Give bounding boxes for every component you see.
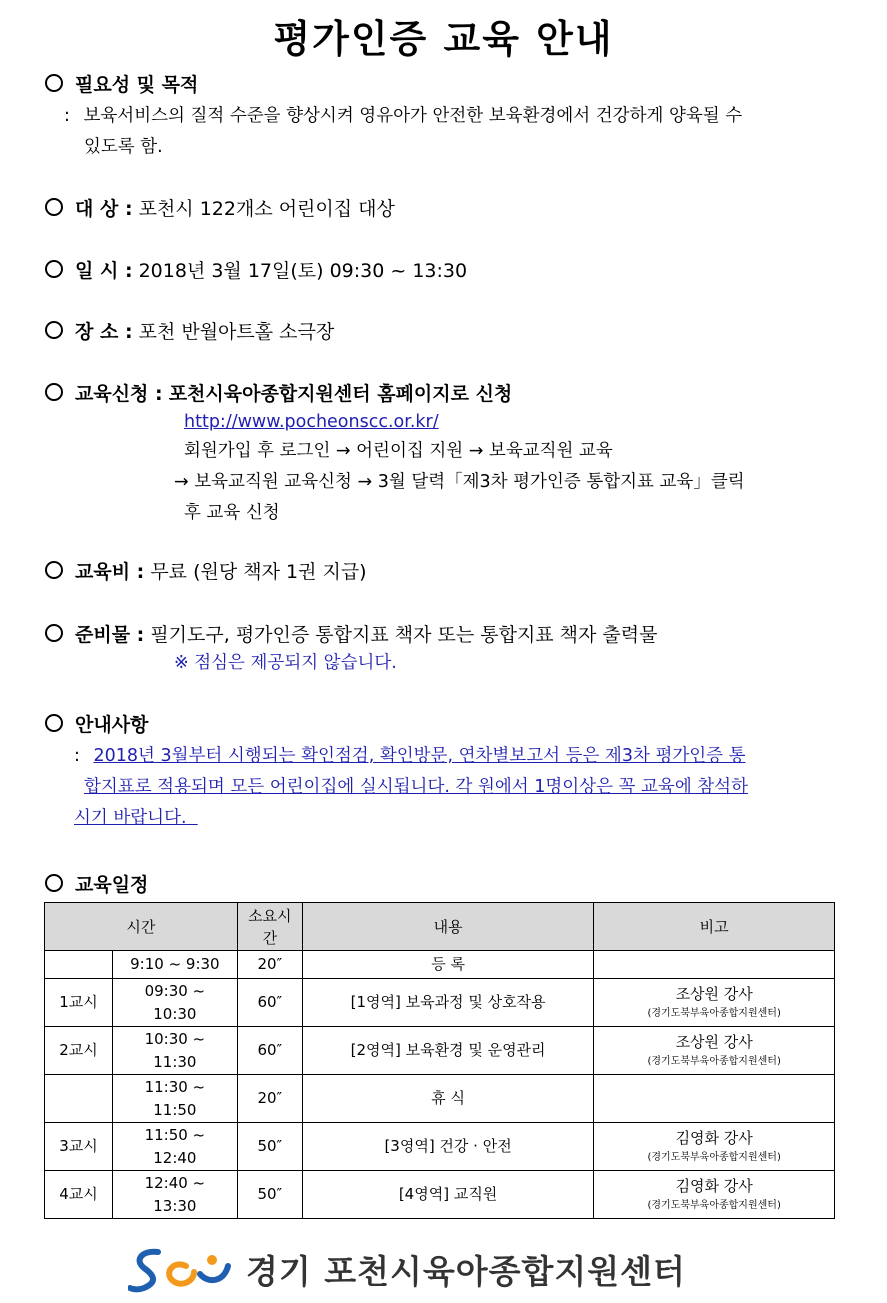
row-duration: 60″	[237, 1027, 302, 1075]
place-value: 포천 반월아트홀 소극장	[138, 321, 335, 343]
header-content: 내용	[302, 903, 594, 951]
circle-bullet-icon	[45, 198, 63, 216]
section-materials	[45, 620, 658, 647]
row-time: 9:10 ~ 9:30	[112, 951, 237, 979]
row-period: 4교시	[45, 1171, 113, 1219]
notice-text	[74, 741, 854, 834]
apply-step-3: 후 교육 신청	[184, 503, 280, 523]
row-content: [1영역] 보육과정 및 상호작용	[302, 979, 594, 1027]
lecturer-name: 조상원 강사	[675, 1033, 753, 1051]
fee-value: 무료 (원당 책자 1권 지급)	[150, 561, 367, 583]
row-duration: 60″	[237, 979, 302, 1027]
lecturer-org: (경기도북부육아종합지원센터)	[647, 1200, 781, 1211]
lecturer-name: 조상원 강사	[675, 985, 753, 1003]
datetime-value: 2018년 3월 17일(토) 09:30 ~ 13:30	[138, 260, 468, 282]
section-fee	[45, 557, 367, 584]
apply-value: 포천시육아종합지원센터 홈페이지로 신청	[168, 383, 513, 405]
row-time-text: 11:30 ~ 11:50	[144, 1077, 206, 1119]
header-note: 비고	[594, 903, 835, 951]
row-content: [2영역] 보육환경 및 운영관리	[302, 1027, 594, 1075]
lecturer-name: 김영화 강사	[675, 1177, 753, 1195]
section-schedule	[45, 870, 148, 897]
header-time: 시간	[45, 903, 238, 951]
row-duration: 50″	[237, 1171, 302, 1219]
row-period: 2교시	[45, 1027, 113, 1075]
apply-url-line	[184, 407, 439, 438]
section-purpose	[45, 70, 198, 97]
apply-label: 교육신청 :	[75, 383, 163, 405]
fee-label: 교육비 :	[75, 561, 145, 583]
row-period	[45, 1075, 113, 1123]
row-time	[112, 1123, 237, 1171]
row-note	[594, 951, 835, 979]
place-label: 장 소 :	[75, 321, 133, 343]
row-time	[112, 1075, 237, 1123]
datetime-label: 일 시 :	[75, 260, 133, 282]
row-period: 3교시	[45, 1123, 113, 1171]
circle-bullet-icon	[45, 383, 63, 401]
materials-value: 필기도구, 평가인증 통합지표 책자 또는 통합지표 책자 출력물	[150, 624, 658, 646]
circle-bullet-icon	[45, 260, 63, 278]
footer-org-name: 경기 포천시육아종합지원센터	[246, 1251, 686, 1291]
circle-bullet-icon	[45, 561, 63, 579]
purpose-text	[64, 101, 854, 163]
row-content: 휴 식	[302, 1075, 594, 1123]
lecturer-org: (경기도북부육아종합지원센터)	[647, 1152, 781, 1163]
row-period: 1교시	[45, 979, 113, 1027]
homepage-link[interactable]: http://www.pocheonscc.or.kr/	[184, 412, 439, 432]
row-duration: 20″	[237, 951, 302, 979]
row-note	[594, 1123, 835, 1171]
table-header-row	[45, 903, 835, 951]
table-row	[45, 951, 835, 979]
footer	[128, 1244, 686, 1294]
schedule-label: 교육일정	[75, 874, 149, 896]
schedule-table	[44, 902, 835, 1219]
row-content: [4영역] 교직원	[302, 1171, 594, 1219]
purpose-colon: :	[64, 106, 70, 126]
row-time	[112, 1027, 237, 1075]
lecturer-name: 김영화 강사	[675, 1129, 753, 1147]
center-logo-icon	[128, 1244, 238, 1294]
purpose-label: 필요성 및 목적	[75, 74, 199, 96]
header-duration-text: 소요시간	[248, 906, 292, 947]
table-row	[45, 1075, 835, 1123]
apply-step-1: 회원가입 후 로그인 → 어린이집 지원 → 보육교직원 교육	[184, 441, 613, 461]
table-row	[45, 1123, 835, 1171]
section-datetime	[45, 256, 467, 283]
section-apply	[45, 379, 512, 406]
row-note	[594, 1075, 835, 1123]
materials-label: 준비물 :	[75, 624, 145, 646]
circle-bullet-icon	[45, 74, 63, 92]
row-time	[112, 1171, 237, 1219]
row-duration: 20″	[237, 1075, 302, 1123]
row-note	[594, 1027, 835, 1075]
notice-line-1: 2018년 3월부터 시행되는 확인점검, 확인방문, 연차별보고서 등은 제3차 평가인증 통	[93, 746, 746, 766]
page-title: 평가인증 교육 안내	[273, 17, 614, 61]
section-place	[45, 317, 334, 344]
circle-bullet-icon	[45, 714, 63, 732]
row-time-text: 12:40 ~ 13:30	[144, 1173, 206, 1215]
row-time-text: 11:50 ~ 12:40	[144, 1125, 206, 1167]
notice-line-2: 합지표로 적용되며 모든 어린이집에 실시됩니다. 각 원에서 1명이상은 꼭 교육에 참석하	[84, 777, 748, 797]
circle-bullet-icon	[45, 624, 63, 642]
row-time	[112, 979, 237, 1027]
row-content: 등 록	[302, 951, 594, 979]
row-time-text: 09:30 ~ 10:30	[144, 981, 206, 1023]
header-duration	[237, 903, 302, 951]
lecturer-org: (경기도북부육아종합지원센터)	[647, 1008, 781, 1019]
circle-bullet-icon	[45, 321, 63, 339]
target-value: 포천시 122개소 어린이집 대상	[138, 198, 395, 220]
row-duration: 50″	[237, 1123, 302, 1171]
section-notice	[45, 710, 148, 737]
row-note	[594, 1171, 835, 1219]
target-label: 대 상 :	[75, 198, 133, 220]
purpose-line-1: 보육서비스의 질적 수준을 향상시켜 영유아가 안전한 보육환경에서 건강하게 양육될 수	[83, 106, 743, 126]
section-target	[45, 194, 395, 221]
table-row	[45, 1027, 835, 1075]
table-row	[45, 979, 835, 1027]
row-period	[45, 951, 113, 979]
notice-line-3: 시기 바랍니다.	[74, 808, 187, 828]
row-note	[594, 979, 835, 1027]
notice-colon: :	[74, 746, 80, 766]
table-row	[45, 1171, 835, 1219]
circle-bullet-icon	[45, 874, 63, 892]
row-time-text: 10:30 ~ 11:30	[144, 1029, 206, 1071]
purpose-line-2: 있도록 함.	[84, 137, 163, 157]
notice-label: 안내사항	[75, 714, 149, 736]
materials-note: ※ 점심은 제공되지 않습니다.	[174, 653, 397, 673]
apply-step-2: → 보육교직원 교육신청 → 3월 달력「제3차 평가인증 통합지표 교육」클릭	[174, 472, 745, 492]
lecturer-org: (경기도북부육아종합지원센터)	[647, 1056, 781, 1067]
row-content: [3영역] 건강 · 안전	[302, 1123, 594, 1171]
